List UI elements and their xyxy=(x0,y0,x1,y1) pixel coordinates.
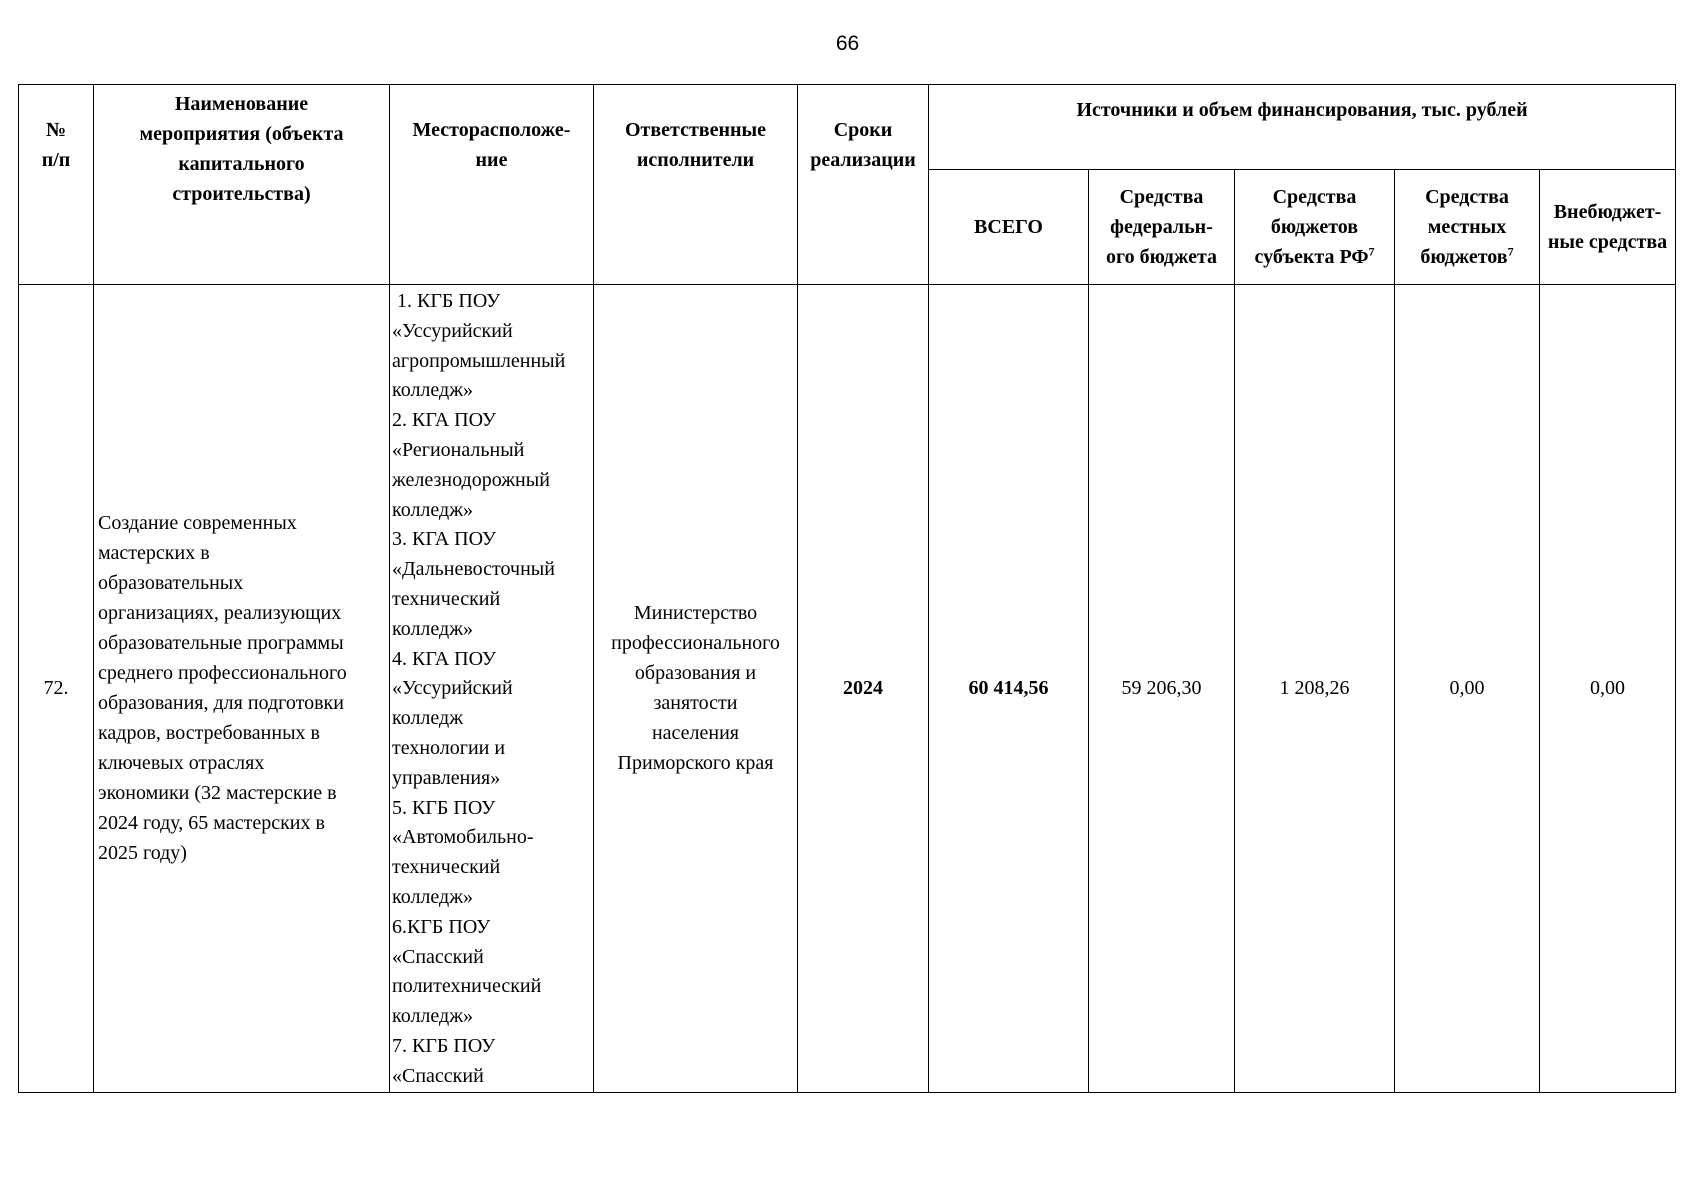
header-name xyxy=(94,85,390,285)
cell-location-line: 7. КГБ ПОУ xyxy=(392,1034,496,1057)
cell-location-line: политехнический xyxy=(392,975,542,998)
header-name-line: мероприятия (объекта xyxy=(139,123,344,145)
cell-name-line: ключевых отраслях xyxy=(98,752,265,775)
header-num-line: № xyxy=(45,119,67,141)
cell-responsible-line: населения xyxy=(651,722,740,745)
cell-location-line: управления» xyxy=(392,766,501,789)
header-federal xyxy=(1089,170,1235,285)
cell-location-line: колледж» xyxy=(392,885,474,908)
cell-name-line: образования, для подготовки xyxy=(98,692,344,715)
header-terms-line: Сроки xyxy=(833,119,893,141)
cell-name-line: среднего профессионального xyxy=(98,662,347,685)
cell-name xyxy=(94,285,390,1093)
cell-location-line: агропромышленный xyxy=(392,349,566,372)
header-location-line: Месторасположе- xyxy=(412,119,571,141)
header-responsible-line: исполнители xyxy=(636,149,755,171)
header-funding-group: Источники и объем финансирования, тыс. рублей xyxy=(929,85,1676,170)
cell-location-line: технический xyxy=(392,587,501,610)
cell-location-line: 6.КГБ ПОУ xyxy=(392,915,491,938)
header-federal-line: ого бюджета xyxy=(1105,246,1218,268)
cell-location-line: 4. КГА ПОУ xyxy=(392,647,497,670)
footnote-ref: 7 xyxy=(1368,244,1375,259)
header-local-line: Средства xyxy=(1425,186,1509,208)
cell-responsible-line: занятости xyxy=(653,692,738,715)
cell-name-line: мастерских в xyxy=(98,542,210,565)
cell-location-line: технологии и xyxy=(392,736,506,759)
header-local-line: местных xyxy=(1427,216,1507,238)
header-responsible xyxy=(594,85,798,285)
cell-name-line: Создание современных xyxy=(98,512,297,535)
cell-location-line: колледж» xyxy=(392,1005,474,1028)
header-name-line: строительства) xyxy=(172,183,311,205)
header-regional xyxy=(1235,170,1395,285)
cell-location-line: «Спасский xyxy=(392,945,484,968)
cell-location-line: колледж» xyxy=(392,379,474,402)
header-terms-line: реализации xyxy=(810,149,916,171)
cell-location-line: 3. КГА ПОУ xyxy=(392,528,497,551)
cell-location-line: 1. КГБ ПОУ xyxy=(392,290,501,312)
cell-location-line: «Дальневосточный xyxy=(392,558,555,581)
cell-name-line: 2025 году) xyxy=(98,842,187,865)
cell-name-line: организациях, реализующих xyxy=(98,602,342,625)
cell-location-line: колледж» xyxy=(392,498,474,521)
cell-name-line: образовательных xyxy=(98,572,244,595)
cell-extra: 0,00 xyxy=(1540,285,1676,1093)
header-regional-line: субъекта РФ xyxy=(1254,246,1369,268)
header-name-line: Наименование xyxy=(174,93,309,115)
cell-location-line: 2. КГА ПОУ xyxy=(392,409,497,432)
cell-name-line: экономики (32 мастерские в xyxy=(98,782,337,805)
cell-location-line: «Уссурийский xyxy=(392,677,513,700)
cell-terms: 2024 xyxy=(798,285,929,1093)
cell-local: 0,00 xyxy=(1395,285,1540,1093)
cell-name-line: образовательные программы xyxy=(98,632,344,655)
header-federal-line: Средства xyxy=(1119,186,1204,208)
cell-location-line: 5. КГБ ПОУ xyxy=(392,796,496,819)
cell-name-line: кадров, востребованных в xyxy=(98,722,320,745)
header-num-line: п/п xyxy=(41,149,71,171)
header-regional-line: Средства xyxy=(1272,186,1357,208)
header-local xyxy=(1395,170,1540,285)
financing-table xyxy=(18,84,1676,1093)
cell-location-line: «Спасский xyxy=(392,1064,484,1087)
cell-location-line: технический xyxy=(392,856,501,879)
header-extra-line: ные средства xyxy=(1547,231,1668,253)
cell-location-line: колледж xyxy=(392,707,464,730)
cell-num: 72. xyxy=(19,285,94,1093)
header-location-line: ние xyxy=(475,149,508,171)
cell-location-line: «Региональный xyxy=(392,438,525,461)
cell-location xyxy=(390,285,594,1093)
cell-responsible-line: Приморского края xyxy=(617,752,774,775)
page-number: 66 xyxy=(835,32,860,55)
cell-name-line: 2024 году, 65 мастерских в xyxy=(98,812,325,835)
cell-location-line: «Автомобильно- xyxy=(392,826,534,849)
header-location xyxy=(390,85,594,285)
header-extra-line: Внебюджет- xyxy=(1553,201,1662,223)
header-regional-line: бюджетов xyxy=(1270,216,1359,238)
cell-responsible xyxy=(594,285,798,1093)
cell-responsible-line: образования и xyxy=(634,662,757,685)
header-local-line: бюджетов xyxy=(1420,246,1508,268)
cell-responsible-line: Министерство xyxy=(633,602,758,625)
header-total: ВСЕГО xyxy=(929,170,1089,285)
header-name-line: капитального xyxy=(178,153,305,175)
cell-responsible-line: профессионального xyxy=(611,632,780,655)
header-num xyxy=(19,85,94,285)
cell-total: 60 414,56 xyxy=(929,285,1089,1093)
table-row xyxy=(19,285,1676,1093)
header-federal-line: федеральн- xyxy=(1110,216,1213,238)
footnote-ref: 7 xyxy=(1507,244,1514,259)
cell-federal: 59 206,30 xyxy=(1089,285,1235,1093)
cell-location-line: колледж» xyxy=(392,617,474,640)
header-extra xyxy=(1540,170,1676,285)
cell-regional: 1 208,26 xyxy=(1235,285,1395,1093)
cell-location-line: «Уссурийский xyxy=(392,319,513,342)
cell-location-line: железнодорожный xyxy=(392,468,550,491)
header-terms xyxy=(798,85,929,285)
header-responsible-line: Ответственные xyxy=(624,119,767,141)
